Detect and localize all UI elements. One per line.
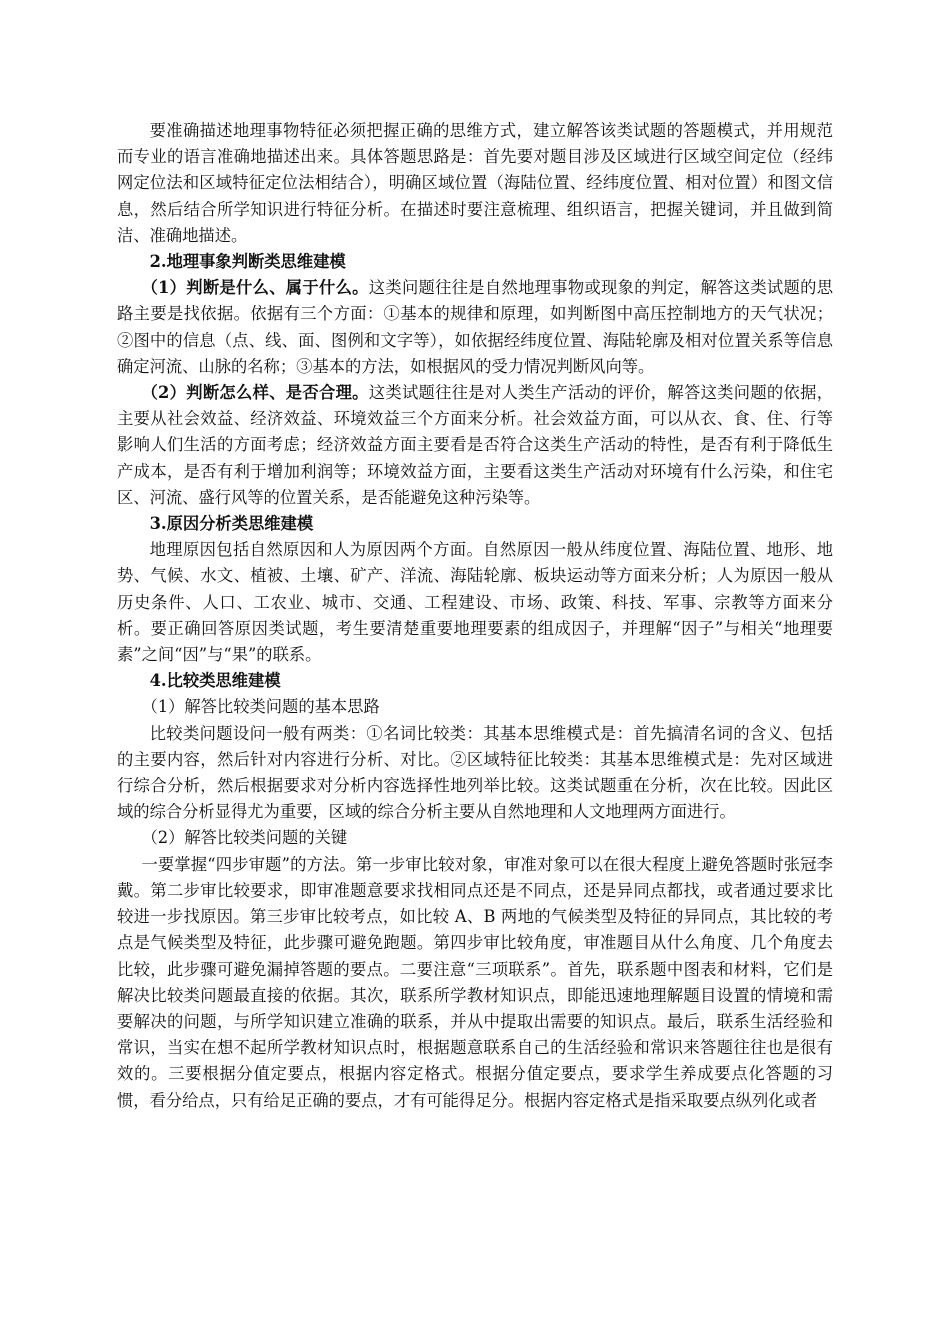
section-2-paragraph-1 [117,275,833,380]
section-2-heading: 2.地理事象判断类思维建模 [149,252,346,272]
section-4-sub-2-paragraph: 一要掌握“四步审题”的方法。第一步审比较对象，审准对象可以在很大程度上避免答题时张冠李戴。第二步审比较要求，即审准题意要求找相同点还是不同点，还是异同点都找，或者通过要求比较进一步找原因。第三步审比较考点，如比较 A、B 两地的气候类型及特征的异同点，其比较的考点是气候类型及特征，此步骤可避免跑题。第四步审比较角度，审准题目从什么角度、几个角度去比较，此步骤可避免漏掉答题的要点。二要注意“三项联系”。首先，联系题中图表和材料，它们是解决比较类问题最直接的依据。其次，联系所学教材知识点，即能迅速地理解题目设置的情境和需要解决的问题，与所学知识建立准确的联系，并从中提取出需要的知识点。最后，联系生活经验和常识，当实在想不起所学教材知识点时，根据题意联系自己的生活经验和常识来答题往往也是很有效的。三要根据分值定要点，根据内容定格式。根据分值定要点，要求学生养成要点化答题的习惯，看分给点，只有给足正确的要点，才有可能得足分。根据内容定格式是指采取要点纵列化或者 [117,854,833,1110]
section-2-paragraph-2 [117,380,833,511]
section-2-p2-text: 这类试题往往是对人类生产活动的评价，解答这类问题的依据，主要从社会效益、经济效益、环境效益三个方面来分析。社会效益方面，可以从衣、食、住、行等影响人们生活的方面考虑；经济效益方面主要看是否符合这类生产活动的特性，是否有利于降低生产成本，是否有利于增加利润等；环境效益方面，主要看这类生产活动对环境有什么污染，和住宅区、河流、盛行风等的位置关系，是否能避免这种污染等。 [117,383,833,507]
section-4-sub-2: （2）解答比较类问题的关键 [141,828,348,848]
section-3-heading: 3.原因分析类思维建模 [149,514,314,534]
section-2-p1-lead: （1）判断是什么、属于什么。 [141,278,369,298]
section-4-sub-1-paragraph: 比较类问题设问一般有两类：①名词比较类：其基本思维模式是：首先搞清名词的含义、包括的主要内容，然后针对内容进行分析、对比。②区域特征比较类：其基本思维模式是：先对区域进行综合分析，然后根据要求对分析内容选择性地列举比较。这类试题重在分析，次在比较。因此区域的综合分析显得尤为重要，区域的综合分析主要从自然地理和人文地理两方面进行。 [117,723,833,822]
section-3-paragraph: 地理原因包括自然原因和人为原因两个方面。自然原因一般从纬度位置、海陆位置、地形、地势、气候、水文、植被、土壤、矿产、洋流、海陆轮廓、板块运动等方面来分析；人为原因一般从历史条件、人口、工农业、城市、交通、工程建设、市场、政策、科技、军事、宗教等方面来分析。要正确回答原因类试题，考生要清楚重要地理要素的组成因子，并理解“因子”与相关“地理要素”之间“因”与“果”的联系。 [117,540,833,665]
section-4-heading: 4.比较类思维建模 [149,671,281,691]
document-page [117,118,833,1114]
intro-paragraph: 要准确描述地理事物特征必须把握正确的思维方式，建立解答该类试题的答题模式，并用规范而专业的语言准确地描述出来。具体答题思路是：首先要对题目涉及区域进行区域空间定位（经纬网定位法和区域特征定位法相结合），明确区域位置（海陆位置、经纬度位置、相对位置）和图文信息，然后结合所学知识进行特征分析。在描述时要注意梳理、组织语言，把握关键词，并且做到简洁、准确地描述。 [117,121,833,245]
section-2-p1-text: 这类问题往往是自然地理事物或现象的判定，解答这类试题的思路主要是找依据。依据有三个方面：①基本的规律和原理，如判断图中高压控制地方的天气状况；②图中的信息（点、线、面、图例和文字等），如依据经纬度位置、海陆轮廓及相对位置关系等信息确定河流、山脉的名称；③基本的方法，如根据风的受力情况判断风向等。 [117,278,833,376]
section-4-sub-1: （1）解答比较类问题的基本思路 [141,697,380,717]
section-2-p2-lead: （2）判断怎么样、是否合理。 [141,383,369,403]
